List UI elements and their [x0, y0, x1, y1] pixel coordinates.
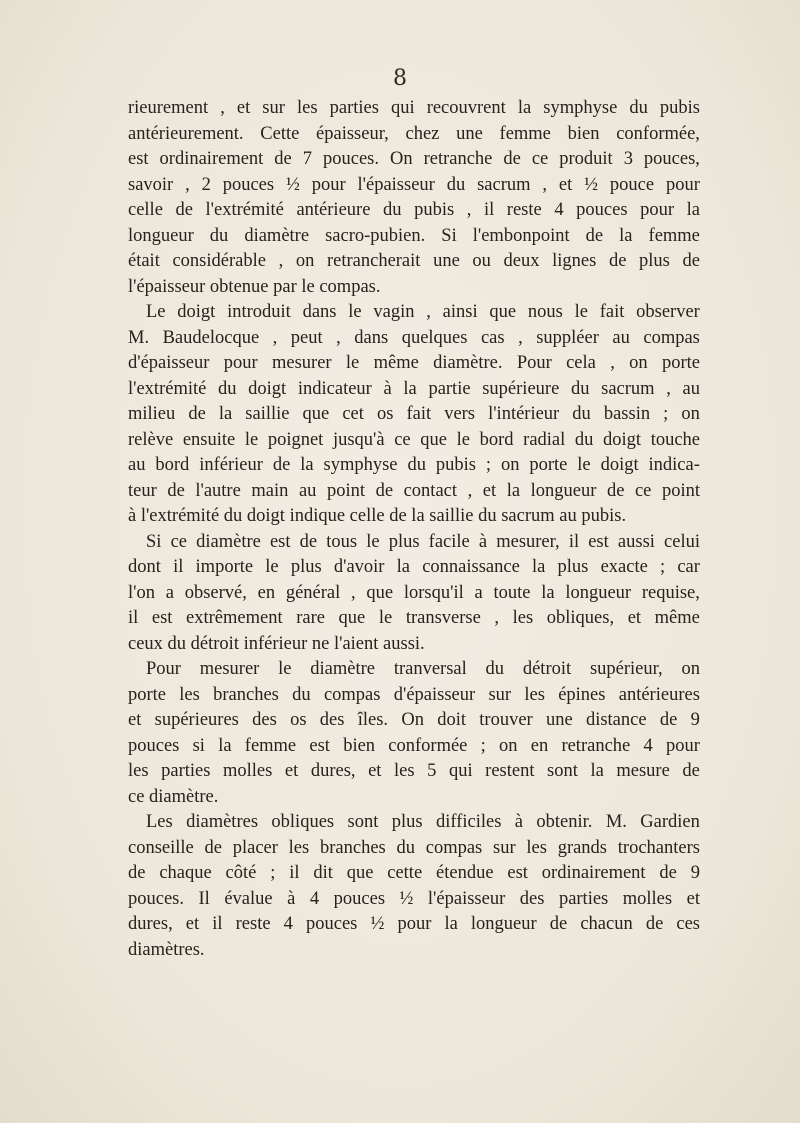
text-line: Les diamètres obliques sont plus difficiles à obtenir. M. Gardien: [146, 812, 700, 832]
text-line: l'épaisseur obtenue par le compas.: [128, 276, 381, 297]
text-line: conseille de placer les branches du compas sur les grands trochanters: [128, 837, 700, 858]
paragraph: [128, 810, 700, 963]
text-line: l'extrémité du doigt indicateur à la partie supérieure du sacrum , au: [128, 378, 700, 399]
text-line: rieurement , et sur les parties qui recouvrent la symphyse du pubis: [128, 98, 700, 118]
text-line: porte les branches du compas d'épaisseur sur les épines antérieures: [128, 684, 700, 705]
text-line: de chaque côté ; il dit que cette étendue est ordinairement de 9: [128, 863, 700, 883]
paragraph: [128, 300, 700, 530]
text-line: et supérieures des os des îles. On doit trouver une distance de 9: [128, 710, 700, 730]
text-line: M. Baudelocque , peut , dans quelques cas , suppléer au compas: [128, 327, 700, 348]
paragraph: [128, 96, 700, 300]
text-line: savoir , 2 pouces ½ pour l'épaisseur du sacrum , et ½ pouce pour: [128, 174, 700, 195]
text-line: il est extrêmement rare que le transverse , les obliques, et même: [128, 608, 700, 628]
text-line: longueur du diamètre sacro-pubien. Si l'embonpoint de la femme: [128, 225, 700, 246]
text-line: dont il importe le plus d'avoir la connaissance la plus exacte ; car: [128, 557, 700, 577]
text-line: antérieurement. Cette épaisseur, chez une femme bien conformée,: [128, 123, 700, 144]
text-line: au bord inférieur de la symphyse du pubis ; on porte le doigt indica-: [128, 455, 700, 475]
text-line: l'on a observé, en général , que lorsqu'il a toute la longueur requise,: [128, 582, 700, 603]
text-line: à l'extrémité du doigt indique celle de la saillie du sacrum au pubis.: [128, 506, 627, 526]
text-line: d'épaisseur pour mesurer le même diamètre. Pour cela , on porte: [128, 353, 700, 373]
text-line: relève ensuite le poignet jusqu'à ce que le bord radial du doigt touche: [128, 429, 700, 450]
text-line: ce diamètre.: [128, 786, 219, 807]
text-line: teur de l'autre main au point de contact , et la longueur de ce point: [128, 480, 700, 501]
body-text: [128, 96, 700, 963]
text-line: pouces si la femme est bien conformée ; on en retranche 4 pour: [128, 735, 700, 756]
text-line: pouces. Il évalue à 4 pouces ½ l'épaisseur des parties molles et: [128, 888, 700, 909]
text-line: celle de l'extrémité antérieure du pubis , il reste 4 pouces pour la: [128, 200, 700, 220]
text-line: dures, et il reste 4 pouces ½ pour la longueur de chacun de ces: [128, 914, 700, 934]
text-line: diamètres.: [128, 939, 205, 960]
page-number: 8: [393, 66, 407, 91]
text-line: les parties molles et dures, et les 5 qui restent sont la mesure de: [128, 761, 700, 781]
text-line: Si ce diamètre est de tous le plus facile à mesurer, il est aussi celui: [146, 531, 700, 552]
text-line: était considérable , on retrancherait une ou deux lignes de plus de: [128, 251, 700, 271]
text-line: milieu de la saillie que cet os fait vers l'intérieur du bassin ; on: [128, 404, 700, 424]
text-line: ceux du détroit inférieur ne l'aient aussi.: [128, 633, 425, 654]
text-line: Pour mesurer le diamètre tranversal du détroit supérieur, on: [146, 659, 700, 679]
paragraph: [128, 530, 700, 658]
text-line: Le doigt introduit dans le vagin , ainsi que nous le fait observer: [146, 302, 700, 322]
text-line: est ordinairement de 7 pouces. On retranche de ce produit 3 pouces,: [128, 149, 700, 169]
paragraph: [128, 657, 700, 810]
